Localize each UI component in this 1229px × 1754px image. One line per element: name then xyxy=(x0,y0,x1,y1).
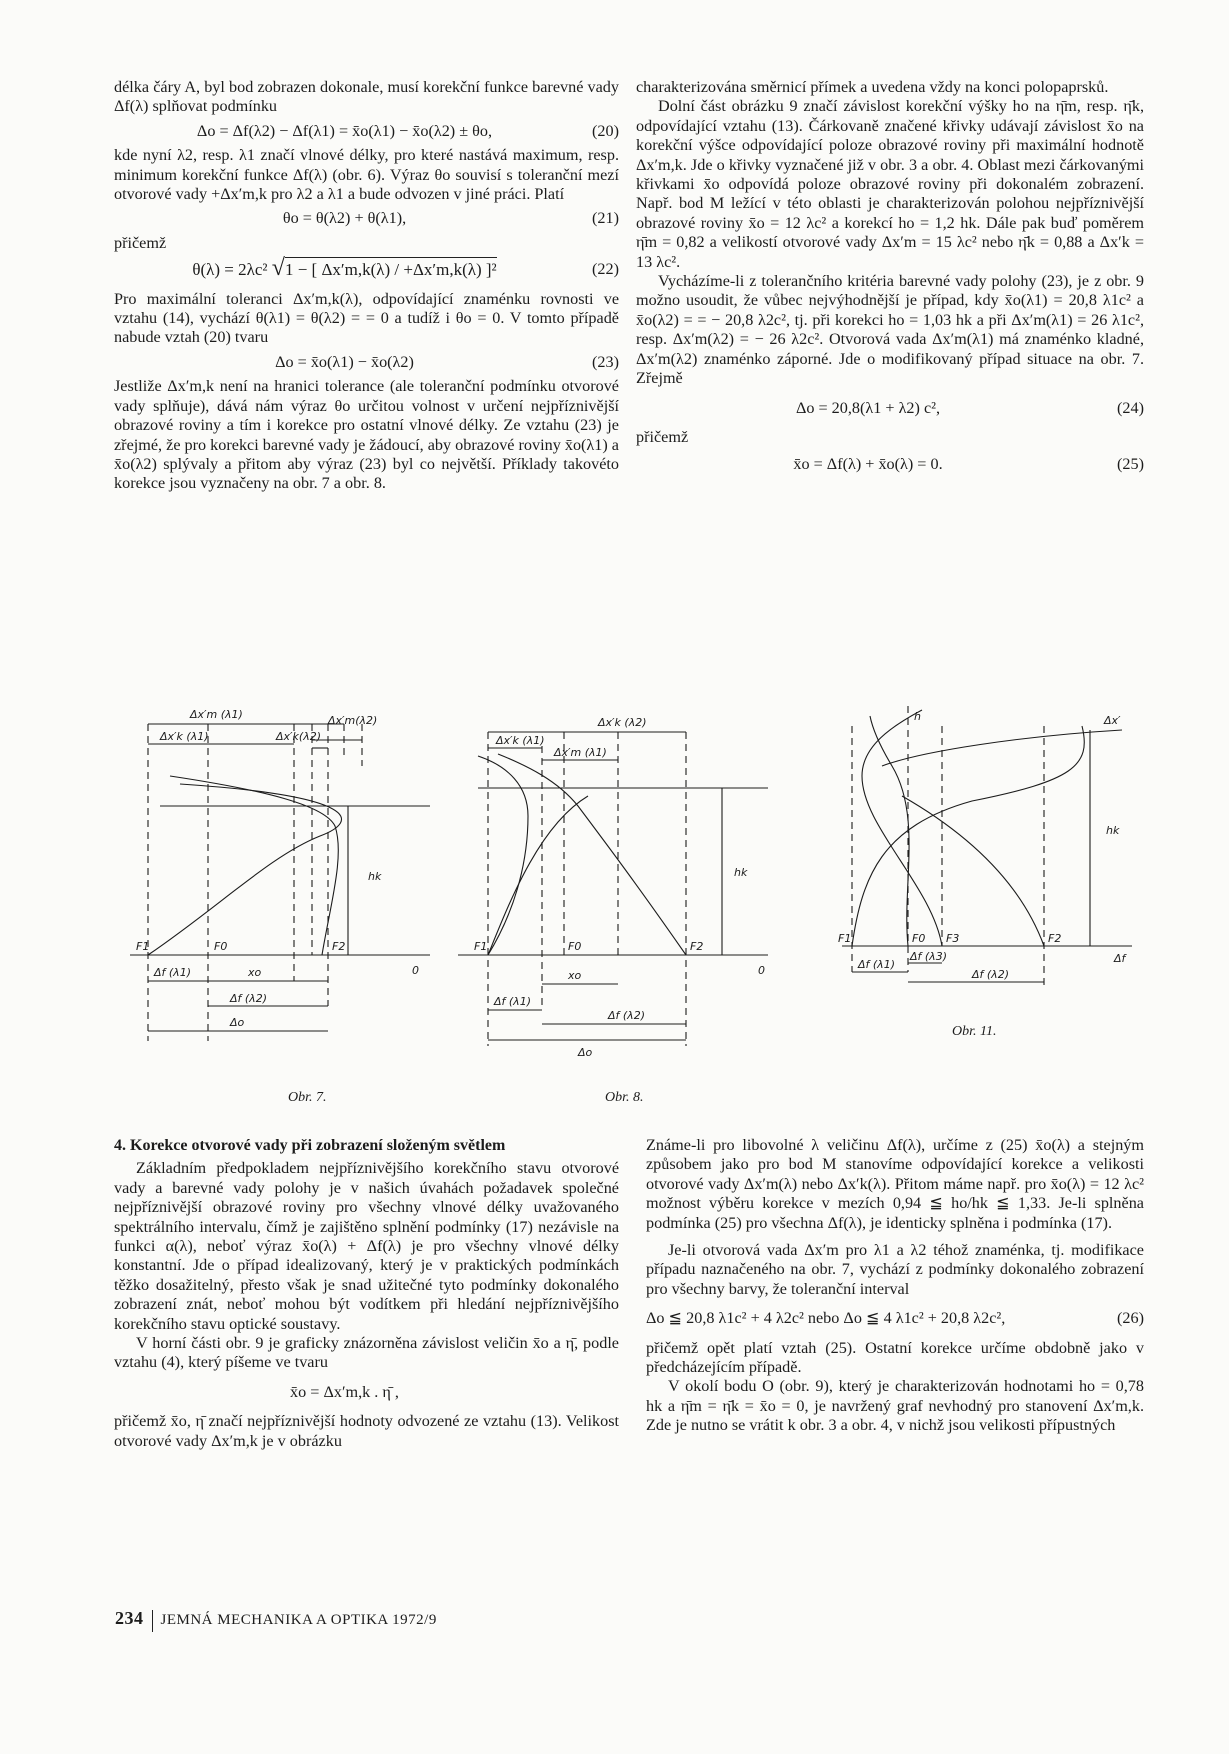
fig8-label-origin: 0 xyxy=(758,964,765,977)
fig11-label-df: Δf xyxy=(1114,952,1126,965)
fig11-label-f3: F3 xyxy=(946,932,960,945)
paragraph: V okolí bodu O (obr. 9), který je charakterizován hodnotami ho = 0,78 hk a η̄m = η̄k = x̄o = 0, je navržený graf nevhodný pro stanovení Δx′m,k. Zde je nutno se vrátit k obr. 3 a obr. 4, v nichž jsou velikosti přípustných xyxy=(646,1377,1144,1435)
right-top-column xyxy=(636,78,1144,483)
paragraph: přičemž xyxy=(636,427,689,446)
fig8-label-f0: F0 xyxy=(568,940,582,953)
footer-divider xyxy=(152,1610,153,1632)
figure-11 xyxy=(822,706,1152,1006)
fig11-label-f0: F0 xyxy=(912,932,926,945)
equation-22: θ(λ) = 2λc² √1 − [ Δx′m,k(λ) / +Δx′m,k(λ) ]² (22) xyxy=(192,255,619,282)
figure-7-caption: Obr. 7. xyxy=(288,1090,327,1105)
fig11-label-f2: F2 xyxy=(1048,932,1062,945)
paragraph: Pro maximální toleranci Δx′m,k(λ), odpovídající znaménku rovnosti ve vztahu (14), vychází θ(λ1) = θ(λ2) = = 0 a tudíž i θo = 0. V tomto případě nabude vztah (20) tvaru xyxy=(114,289,619,347)
equation-23: Δo = x̄o(λ1) − x̄o(λ2) (23) xyxy=(275,352,619,371)
equation-24: Δo = 20,8(λ1 + λ2) c², (24) xyxy=(795,398,1144,417)
fig7-label-f0: F0 xyxy=(214,940,228,953)
fig8-label-xo: xo xyxy=(568,969,582,982)
fig11-label-f1: F1 xyxy=(838,932,852,945)
fig7-label-f1: F1 xyxy=(136,940,150,953)
paragraph: přičemž opět platí vztah (25). Ostatní korekce určíme obdobně jako v předcházejícím případě. xyxy=(646,1338,1144,1377)
fig11-label-dx: Δx′ xyxy=(1104,714,1121,727)
paragraph: kde nyní λ2, resp. λ1 značí vlnové délky, pro které nastává maximum, resp. minimum korekční funkce Δf(λ) (obr. 6). Výraz θo souvisí s toleranční mezí otvorové vady +Δx′m,k pro λ2 a λ1 a bude odvozen v jiné práci. Platí xyxy=(114,146,619,204)
equation-25: x̄o = Δf(λ) + x̄o(λ) = 0. (25) xyxy=(793,455,1144,474)
paragraph: přičemž x̄o, η̄ značí nejpříznivější hodnoty odvozené ze vztahu (13). Velikost otvorové vady Δx′m,k je v obrázku xyxy=(114,1412,619,1450)
fig8-label-f2: F2 xyxy=(690,940,704,953)
left-top-column xyxy=(114,78,619,494)
fig7-label-f2: F2 xyxy=(332,940,346,953)
page-footer xyxy=(115,1608,437,1632)
section-heading: 4. Korekce otvorové vady při zobrazení složeným světlem xyxy=(114,1137,506,1154)
paragraph: Vycházíme-li z tolerančního kritéria barevné vady polohy (23), je z obr. 9 možno usoudit, že vůbec nejvýhodnější je případ, kdy x̄o(λ1) = 20,8 λ1c² a x̄o(λ2) = = − 20,8 λ2c², tj. při korekci ho = 1,03 hk a při Δx′m(λ1) = 26 λ1c², resp. Δx′m(λ2) = − 26 λ2c². Otvorová vada Δx′m(λ1) má znaménko kladné, Δx′m(λ2) znaménko záporné. Jde o modifikovaný případ situace na obr. 7. Zřejmě xyxy=(636,272,1144,388)
fig8-label-f1: F1 xyxy=(474,940,488,953)
fig8-label-df2: Δf (λ2) xyxy=(608,1009,645,1022)
paragraph: délka čáry A, byl bod zobrazen dokonale, musí korekční funkce barevné vady Δf(λ) splňovat podmínku xyxy=(114,78,619,116)
fig7-label-dxm1: Δx′m (λ1) xyxy=(190,708,243,721)
fig11-label-df2: Δf (λ2) xyxy=(972,968,1009,981)
equation-20: Δo = Δf(λ2) − Δf(λ1) = x̄o(λ1) − x̄o(λ2) ± θo, (20) xyxy=(196,121,619,140)
equation-21: θo = θ(λ2) + θ(λ1), (21) xyxy=(282,209,619,228)
fig8-label-delta0: Δo xyxy=(578,1046,593,1059)
fig7-label-hk: hk xyxy=(368,870,382,883)
equation-x0: x̄o = Δx′m,k . η̄ , xyxy=(290,1382,399,1401)
right-bottom-column xyxy=(646,1136,1144,1436)
figure-8-caption: Obr. 8. xyxy=(605,1090,644,1105)
fig7-label-df2: Δf (λ2) xyxy=(230,992,267,1005)
fig7-label-dxm2: Δx′m(λ2) xyxy=(328,714,378,727)
paragraph: Jestliže Δx′m,k není na hranici tolerance (ale toleranční podmínku otvorové vady splňuje), dává nám výraz θo určitou volnost v určení nejpříznivější obrazové roviny a tím i korekce pro ostatní vlnové délky. Ze vztahu (23) je zřejmé, že pro korekci barevné vady je žádoucí, aby obrazové roviny x̄o(λ1) a x̄o(λ2) splývaly a přitom aby výraz (23) byl co největší. Příklady takovéto korekce jsou vyznačeny na obr. 7 a obr. 8. xyxy=(114,377,619,493)
page-number: 234 xyxy=(115,1608,144,1628)
fig11-label-df3: Δf (λ3) xyxy=(910,950,947,963)
fig11-label-df1: Δf (λ1) xyxy=(858,958,895,971)
fig7-label-dxk2: Δx′k(λ2) xyxy=(276,730,321,743)
fig7-label-delta0: Δo xyxy=(230,1016,245,1029)
figure-7 xyxy=(130,706,450,1066)
fig7-label-origin: 0 xyxy=(412,964,419,977)
fig8-label-dxm1: Δx′m (λ1) xyxy=(554,746,607,759)
fig8-label-dxk2: Δx′k (λ2) xyxy=(598,716,647,729)
paragraph: Je-li otvorová vada Δx′m pro λ1 a λ2 téhož znaménka, tj. modifikace případu naznačeného na obr. 7, vychází z podmínky dokonalého zobrazení pro všechny barvy, že toleranční interval xyxy=(646,1241,1144,1298)
fig8-label-df1: Δf (λ1) xyxy=(494,995,531,1008)
fig7-label-dxk1: Δx′k (λ1) xyxy=(160,730,209,743)
radical-sign: √ xyxy=(271,255,285,282)
fig8-label-dxk1: Δx′k (λ1) xyxy=(496,734,545,747)
equation-26: Δo ≦ 20,8 λ1c² + 4 λ2c² nebo Δo ≦ 4 λ1c² + 20,8 λ2c², (26) xyxy=(646,1309,1144,1328)
left-bottom-column xyxy=(114,1136,619,1451)
paragraph: Dolní část obrázku 9 značí závislost korekční výšky ho na η̄m, resp. η̄k, odpovídající vztahu (13). Čárkovaně značené křivky udávají závislost x̄o na korekční výšce odpovídající poloze obrazové roviny při maximální hodnotě Δx′m,k. Jde o křivky vyznačené již v obr. 3 a obr. 4. Oblast mezi čárkovanými křivkami x̄o odpovídá poloze obrazové roviny při dokonalém zobrazení. Např. bod M ležící v této oblasti je charakterizován polohou nejpříznivější obrazové roviny x̄o = 12 λc² a korekcí ho = 1,2 hk. Dále pak buď poměrem η̄m = 0,82 a velikostí otvorové vady Δx′m = 15 λc² nebo η̄k = 0,88 a Δx′k = 13 λc². xyxy=(636,97,1144,271)
paragraph: charakterizována směrnicí přímek a uvedena vždy na konci polopaprsků. xyxy=(636,78,1109,96)
paragraph: Známe-li pro libovolné λ veličinu Δf(λ), určíme z (25) x̄o(λ) a stejným způsobem jako pro bod M stanovíme odpovídající korekce a velikosti otvorové vady Δx′m(λ) nebo Δx′k(λ). Přitom máme např. pro x̄o(λ) = 12 λc² možnost výběru korekce v mezích 0,94 ≦ ho/hk ≦ 1,33. Je-li splněna podmínka (25) pro všechna Δf(λ), je identicky splněna i podmínka (17). xyxy=(646,1136,1144,1232)
fig7-label-df1: Δf (λ1) xyxy=(154,966,191,979)
paragraph: Základním předpokladem nejpříznivějšího korekčního stavu otvorové vady a barevné vady polohy je v našich úvahách požadavek společné nejpříznivější obrazové roviny pro všechny vlnové délky uvažovaného spektrálního intervalu, čímž je zajištěno splnění podmínky (17) nezávisle na funkci α(λ), neboť výraz x̄o(λ) + Δf(λ) je pro všechny vlnové délky konstantní. Jde o případ idealizovaný, který je v praktických podmínkách těžko dosažitelný, přesto však je snad užitečné tyto podmínky dokonalého zobrazení znát, neboť mohou být vodítkem při hledání nejpříznivějšího korekčního stavu optické soustavy. xyxy=(114,1159,619,1333)
fig11-label-hk: hk xyxy=(1106,824,1120,837)
fig8-label-hk: hk xyxy=(734,866,748,879)
figure-8 xyxy=(458,706,788,1066)
paragraph: V horní části obr. 9 je graficky znázorněna závislost veličin x̄o a η̄, podle vztahu (4), který píšeme ve tvaru xyxy=(114,1334,619,1372)
fig11-label-h: h xyxy=(914,710,921,723)
journal-name: JEMNÁ MECHANIKA A OPTIKA 1972/9 xyxy=(160,1612,437,1628)
figure-11-caption: Obr. 11. xyxy=(952,1024,997,1039)
fig7-label-xo: xo xyxy=(248,966,262,979)
paragraph: přičemž xyxy=(114,233,167,252)
